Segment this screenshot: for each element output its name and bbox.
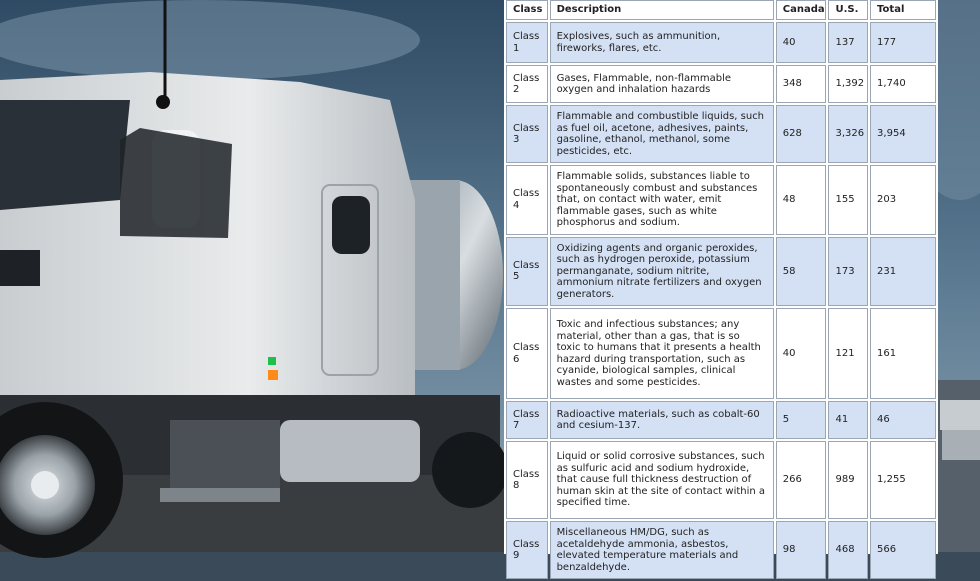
cell-canada: 40 — [776, 308, 827, 399]
table-header-row — [506, 0, 936, 20]
cell-canada: 5 — [776, 401, 827, 439]
table-row — [506, 165, 936, 235]
cell-us: 1,392 — [828, 65, 868, 103]
cell-total: 46 — [870, 401, 936, 439]
cell-canada: 40 — [776, 22, 827, 63]
cell-class: Class 5 — [506, 237, 548, 307]
table-row — [506, 105, 936, 163]
cell-us: 3,326 — [828, 105, 868, 163]
table-row — [506, 441, 936, 519]
table-row — [506, 401, 936, 439]
cell-canada: 98 — [776, 521, 827, 579]
cell-us: 989 — [828, 441, 868, 519]
cell-class: Class 1 — [506, 22, 548, 63]
cell-canada: 48 — [776, 165, 827, 235]
cell-total: 203 — [870, 165, 936, 235]
header-class: Class — [506, 0, 548, 20]
cell-total: 1,740 — [870, 65, 936, 103]
cell-total: 3,954 — [870, 105, 936, 163]
cell-canada: 266 — [776, 441, 827, 519]
cell-us: 155 — [828, 165, 868, 235]
cell-class: Class 4 — [506, 165, 548, 235]
cell-canada: 628 — [776, 105, 827, 163]
cell-description: Miscellaneous HM/DG, such as acetaldehyde ammonia, asbestos, elevated temperature materials and benzaldehyde. — [550, 521, 774, 579]
cell-us: 137 — [828, 22, 868, 63]
cell-total: 177 — [870, 22, 936, 63]
cell-us: 173 — [828, 237, 868, 307]
cell-class: Class 9 — [506, 521, 548, 579]
cell-class: Class 6 — [506, 308, 548, 399]
cell-total: 231 — [870, 237, 936, 307]
hazmat-class-table — [504, 0, 938, 573]
cell-class: Class 2 — [506, 65, 548, 103]
table-row — [506, 22, 936, 63]
header-description: Description — [550, 0, 774, 20]
cell-description: Gases, Flammable, non-flammable oxygen and inhalation hazards — [550, 65, 774, 103]
header-canada: Canada — [776, 0, 827, 20]
cell-us: 121 — [828, 308, 868, 399]
cell-class: Class 8 — [506, 441, 548, 519]
table-row — [506, 65, 936, 103]
cell-description: Explosives, such as ammunition, fireworks, flares, etc. — [550, 22, 774, 63]
cell-description: Liquid or solid corrosive substances, such as sulfuric acid and sodium hydroxide, that cause full thickness destruction of human skin at the site of contact within a specified time. — [550, 441, 774, 519]
cell-class: Class 7 — [506, 401, 548, 439]
cell-total: 566 — [870, 521, 936, 579]
cell-total: 161 — [870, 308, 936, 399]
cell-description: Toxic and infectious substances; any material, other than a gas, that is so toxic to humans that it presents a health hazard during transportation, such as cyanide, biological samples, clinical wastes and some pesticides. — [550, 308, 774, 399]
table-row — [506, 237, 936, 307]
cell-description: Oxidizing agents and organic peroxides, such as hydrogen peroxide, potassium permanganate, sodium nitrite, ammonium nitrate fertilizers and oxygen generators. — [550, 237, 774, 307]
header-us: U.S. — [828, 0, 868, 20]
table-row — [506, 521, 936, 579]
cell-canada: 58 — [776, 237, 827, 307]
header-total: Total — [870, 0, 936, 20]
cell-total: 1,255 — [870, 441, 936, 519]
cell-us: 468 — [828, 521, 868, 579]
cell-description: Radioactive materials, such as cobalt-60 and cesium-137. — [550, 401, 774, 439]
cell-class: Class 3 — [506, 105, 548, 163]
cell-description: Flammable and combustible liquids, such as fuel oil, acetone, adhesives, paints, gasoline, ethanol, methanol, some pesticides, etc. — [550, 105, 774, 163]
cell-us: 41 — [828, 401, 868, 439]
cell-description: Flammable solids, substances liable to spontaneously combust and substances that, on contact with water, emit flammable gases, such as white phosphorus and sodium. — [550, 165, 774, 235]
table-row — [506, 308, 936, 399]
cell-canada: 348 — [776, 65, 827, 103]
